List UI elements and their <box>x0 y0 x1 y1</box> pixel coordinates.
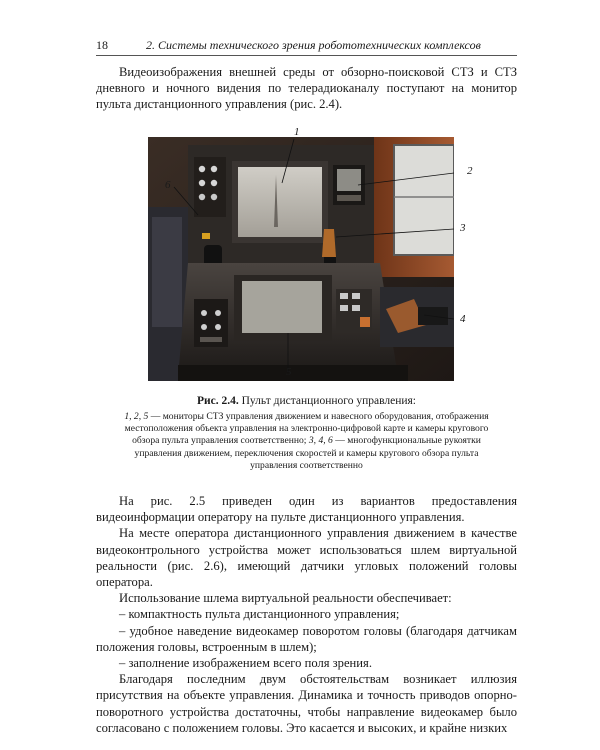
list-item: – заполнение изображением всего поля зрения. <box>119 656 372 671</box>
callout-1: 1 <box>294 126 300 138</box>
paragraph: На месте оператора дистанционного управления движением в качестве видеоконтрольного устройства может использоваться шлем виртуальной реальности (рис. 2.6), имеющий датчики угловых положений головы оператора. <box>96 526 517 590</box>
figure-caption-title <box>96 395 517 407</box>
paragraph: Благодаря последним двум обстоятельствам возникает иллюзия присутствия на объекте управления. Динамика и точность приводов опорно-поворотного устройства достаточны, чтобы направление видеокамер было согласовано с положением головы. Это касается и высоких, и крайне низких <box>96 672 517 735</box>
caption-text-b: — многофункциональные рукоятки управления движением, переключения скоростей и камеры кругового обзора пульта управления соответственно <box>134 435 481 471</box>
running-header <box>96 38 517 56</box>
body-text <box>96 493 517 736</box>
paragraph: На рис. 2.5 приведен один из вариантов предоставления видеоинформации оператору на пульте дистанционного управления. <box>96 494 517 525</box>
intro-paragraph: Видеоизображения внешней среды от обзорно-поисковой СТЗ и СТЗ дневного и ночного видения по телерадиоканалу поступают на монитор пульта дистанционного управления (рис. 2.4). <box>96 65 517 112</box>
caption-text-a: — мониторы СТЗ управления движением и навесного оборудования, отображения местоположения объекта управления на электронно-цифровой карте и камеры кругового обзора пульта управления соответственно; <box>124 411 489 447</box>
list-item: – компактность пульта дистанционного управления; <box>119 607 400 622</box>
figure-caption-heading: Пульт дистанционного управления: <box>241 395 417 407</box>
callout-2: 2 <box>467 165 473 177</box>
figure-console-photo <box>148 137 454 381</box>
callout-leaders <box>148 137 454 381</box>
figure-caption-body <box>113 411 500 472</box>
callout-4: 4 <box>460 313 466 325</box>
callout-5: 5 <box>286 366 292 378</box>
caption-nums-b: 3, 4, 6 <box>308 435 333 447</box>
chapter-title: 2. Системы технического зрения робототехнических комплексов <box>146 38 481 52</box>
page-number: 18 <box>96 38 108 52</box>
figure-caption-label: Рис. 2.4. <box>196 395 239 407</box>
callout-3: 3 <box>460 222 466 234</box>
paragraph: Использование шлема виртуальной реальности обеспечивает: <box>119 591 452 606</box>
caption-nums-a: 1, 2, 5 <box>124 411 149 422</box>
list-item: – удобное наведение видеокамер поворотом головы (благодаря датчикам положения головы, встроенным в шлем); <box>96 623 517 654</box>
callout-6: 6 <box>165 179 171 191</box>
